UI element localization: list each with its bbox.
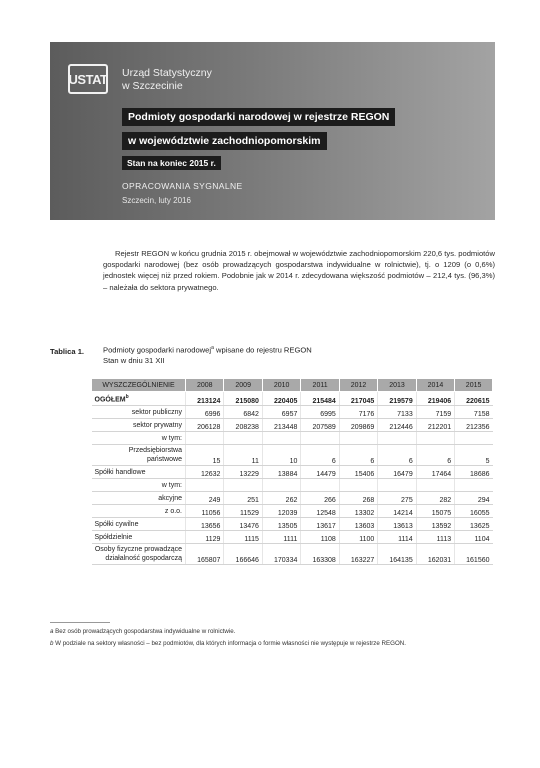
row-label-text: Spółki handlowe	[94, 469, 146, 477]
intro-paragraph: Rejestr REGON w końcu grudnia 2015 r. obejmował w województwie zachodniopomorskim 220,6 tys. podmiotów gospodarki narodowej (bez osób prowadzących gospodarstwa indywidualne w rolnictwie), tj. o 1209 (o 0,6%) jednostek więcej niż przed rokiem. Podobnie jak w 2014 r. zdecydowana większość podmiotów – 212,4 tys. (96,3%) – należała do sektora prywatnego.	[103, 249, 495, 292]
row-label-text: w tym:	[161, 435, 182, 443]
table-cell: 13592	[416, 518, 454, 531]
table-cell: 166646	[224, 544, 262, 565]
table-cell: 14214	[378, 505, 416, 518]
office-line-1: Urząd Statystyczny	[122, 67, 212, 79]
table-cell	[262, 479, 300, 492]
table-cell: 6995	[301, 406, 339, 419]
table-cell: 212356	[455, 419, 493, 432]
table-cell: 11	[224, 445, 262, 466]
table-cell: 11056	[186, 505, 224, 518]
table-cell: 1111	[262, 531, 300, 544]
header-cell-year: 2015	[455, 379, 493, 392]
table-row	[92, 392, 493, 406]
table-cell	[416, 479, 454, 492]
footnote-a-mark: a	[50, 628, 54, 635]
publication-title-line-1: Podmioty gospodarki narodowej w rejestrze REGON	[122, 108, 395, 126]
table-cell: 268	[339, 492, 377, 505]
table-cell	[455, 479, 493, 492]
table-cell	[455, 432, 493, 445]
table-cell: 1113	[416, 531, 454, 544]
table-cell: 212446	[378, 419, 416, 432]
table-cell	[186, 479, 224, 492]
footnote-b-mark: b	[50, 640, 54, 647]
table-cell: 6	[301, 445, 339, 466]
table-cell: 275	[378, 492, 416, 505]
table-cell: 262	[262, 492, 300, 505]
footnote-b-text: W podziale na sektory własności – bez podmiotów, dla których informacja o formie własności nie występuje w rejestrze REGON.	[53, 640, 406, 647]
logo-text: USTAT	[68, 71, 108, 87]
table-cell	[186, 432, 224, 445]
table-label: Tablica 1.	[50, 347, 85, 356]
footnote-b	[50, 640, 406, 647]
table-cell	[224, 432, 262, 445]
row-label-text: Przedsiębiorstwa państwowe	[128, 447, 182, 464]
table-cell: 1115	[224, 531, 262, 544]
row-label	[92, 492, 186, 505]
table-cell: 207589	[301, 419, 339, 432]
table-cell: 13505	[262, 518, 300, 531]
table-row	[92, 505, 493, 518]
publication-status: Stan na koniec 2015 r.	[122, 156, 221, 170]
table-row	[92, 445, 493, 466]
table-row	[92, 432, 493, 445]
table-cell: 13884	[262, 466, 300, 479]
table-cell: 13302	[339, 505, 377, 518]
table-cell: 13476	[224, 518, 262, 531]
table-cell	[416, 432, 454, 445]
row-footnote-mark: b	[125, 394, 129, 400]
table-cell	[378, 432, 416, 445]
table-cell: 219579	[378, 392, 416, 406]
table-cell: 219406	[416, 392, 454, 406]
table-cell: 13603	[339, 518, 377, 531]
table-cell: 12039	[262, 505, 300, 518]
us-stat-logo	[68, 64, 108, 94]
header-cell-year: 2010	[262, 379, 300, 392]
table-cell	[262, 432, 300, 445]
table-cell: 215080	[224, 392, 262, 406]
table-cell: 1100	[339, 531, 377, 544]
table-cell: 209869	[339, 419, 377, 432]
table-cell: 213448	[262, 419, 300, 432]
table-body	[92, 392, 493, 565]
table-cell: 7159	[416, 406, 454, 419]
table-title	[103, 343, 312, 366]
table-cell: 161560	[455, 544, 493, 565]
place-date: Szczecin, luty 2016	[122, 196, 191, 205]
table-cell: 6996	[186, 406, 224, 419]
table-cell: 164135	[378, 544, 416, 565]
table-cell: 220405	[262, 392, 300, 406]
table-cell: 11529	[224, 505, 262, 518]
row-label	[92, 544, 186, 565]
table-header-row	[92, 379, 493, 392]
table-cell: 13625	[455, 518, 493, 531]
row-label-text: Spółki cywilne	[94, 521, 139, 529]
table-row	[92, 492, 493, 505]
table-cell	[339, 479, 377, 492]
table-cell: 15	[186, 445, 224, 466]
table-cell: 251	[224, 492, 262, 505]
table-cell: 12548	[301, 505, 339, 518]
table-cell: 15075	[416, 505, 454, 518]
row-label	[92, 392, 186, 406]
footnote-a-text: Bez osób prowadzących gospodarstwa indywidualne w rolnictwie.	[53, 628, 236, 635]
row-label-text: w tym:	[161, 482, 182, 490]
table-cell: 220615	[455, 392, 493, 406]
table-row	[92, 544, 493, 565]
publication-title-line-2: w województwie zachodniopomorskim	[122, 132, 327, 150]
row-label-text: OGÓŁEM	[94, 396, 126, 404]
office-line-2: w Szczecinie	[122, 80, 183, 92]
office-name	[122, 67, 212, 93]
table-cell: 215484	[301, 392, 339, 406]
table-row	[92, 531, 493, 544]
table-row	[92, 466, 493, 479]
regon-table	[91, 378, 493, 565]
table-cell: 6842	[224, 406, 262, 419]
table-cell: 7133	[378, 406, 416, 419]
row-label	[92, 419, 186, 432]
series-name: OPRACOWANIA SYGNALNE	[122, 181, 243, 191]
row-label-text: z o.o.	[164, 508, 182, 516]
table-cell: 7158	[455, 406, 493, 419]
footnote-divider	[50, 622, 110, 623]
table-cell: 1129	[186, 531, 224, 544]
table-row	[92, 406, 493, 419]
table-cell: 6	[339, 445, 377, 466]
table-cell: 249	[186, 492, 224, 505]
table-cell: 206128	[186, 419, 224, 432]
row-label-text: sektor prywatny	[132, 422, 182, 430]
table-cell: 6957	[262, 406, 300, 419]
header-cell-year: 2013	[378, 379, 416, 392]
table-cell: 6	[416, 445, 454, 466]
table-cell: 208238	[224, 419, 262, 432]
table-cell: 1104	[455, 531, 493, 544]
table-title-main: Podmioty gospodarki narodowej	[103, 345, 212, 355]
table-cell: 13613	[378, 518, 416, 531]
table-cell: 213124	[186, 392, 224, 406]
header-cell-year: 2014	[416, 379, 454, 392]
row-label	[92, 432, 186, 445]
table-cell: 18686	[455, 466, 493, 479]
table-cell: 5	[455, 445, 493, 466]
header-cell-year: 2012	[339, 379, 377, 392]
table-cell: 12632	[186, 466, 224, 479]
table-cell	[301, 479, 339, 492]
table-cell: 7176	[339, 406, 377, 419]
table-cell: 217045	[339, 392, 377, 406]
table-cell: 6	[378, 445, 416, 466]
header-cell-year: 2009	[224, 379, 262, 392]
header-cell-year: 2011	[301, 379, 339, 392]
table-title-footnote-mark: a	[211, 345, 214, 351]
table-cell	[378, 479, 416, 492]
table-cell: 16479	[378, 466, 416, 479]
table-cell: 163308	[301, 544, 339, 565]
row-label-text: akcyjne	[158, 495, 182, 503]
table-cell	[224, 479, 262, 492]
table-cell: 294	[455, 492, 493, 505]
table-cell: 10	[262, 445, 300, 466]
table-cell: 163227	[339, 544, 377, 565]
header-cell-label: WYSZCZEGÓLNIENIE	[92, 379, 186, 392]
table-cell: 266	[301, 492, 339, 505]
header-cell-year: 2008	[186, 379, 224, 392]
row-label	[92, 466, 186, 479]
table-cell: 13656	[186, 518, 224, 531]
header-banner	[50, 42, 495, 220]
table-cell: 13617	[301, 518, 339, 531]
table-row	[92, 518, 493, 531]
table-cell	[301, 432, 339, 445]
table-cell	[339, 432, 377, 445]
table-cell: 165807	[186, 544, 224, 565]
row-label	[92, 445, 186, 466]
table-cell: 212201	[416, 419, 454, 432]
table-cell: 1114	[378, 531, 416, 544]
table-cell: 162031	[416, 544, 454, 565]
row-label	[92, 531, 186, 544]
table-cell: 15406	[339, 466, 377, 479]
table-cell: 13229	[224, 466, 262, 479]
table-subtitle: Stan w dniu 31 XII	[103, 355, 165, 365]
row-label-text: sektor publiczny	[131, 409, 182, 417]
table-cell: 1108	[301, 531, 339, 544]
row-label-text: Spółdzielnie	[94, 534, 133, 542]
row-label-text: Osoby fizyczne prowadzące działalność gospodarczą	[94, 546, 182, 563]
row-label	[92, 505, 186, 518]
row-label	[92, 406, 186, 419]
table-cell: 170334	[262, 544, 300, 565]
table-cell: 16055	[455, 505, 493, 518]
row-label	[92, 479, 186, 492]
table-cell: 282	[416, 492, 454, 505]
table-row	[92, 419, 493, 432]
table-row	[92, 479, 493, 492]
table-cell: 14479	[301, 466, 339, 479]
footnote-a	[50, 628, 235, 635]
table-title-rest: wpisane do rejestru REGON	[213, 345, 312, 355]
row-label	[92, 518, 186, 531]
table-cell: 17464	[416, 466, 454, 479]
